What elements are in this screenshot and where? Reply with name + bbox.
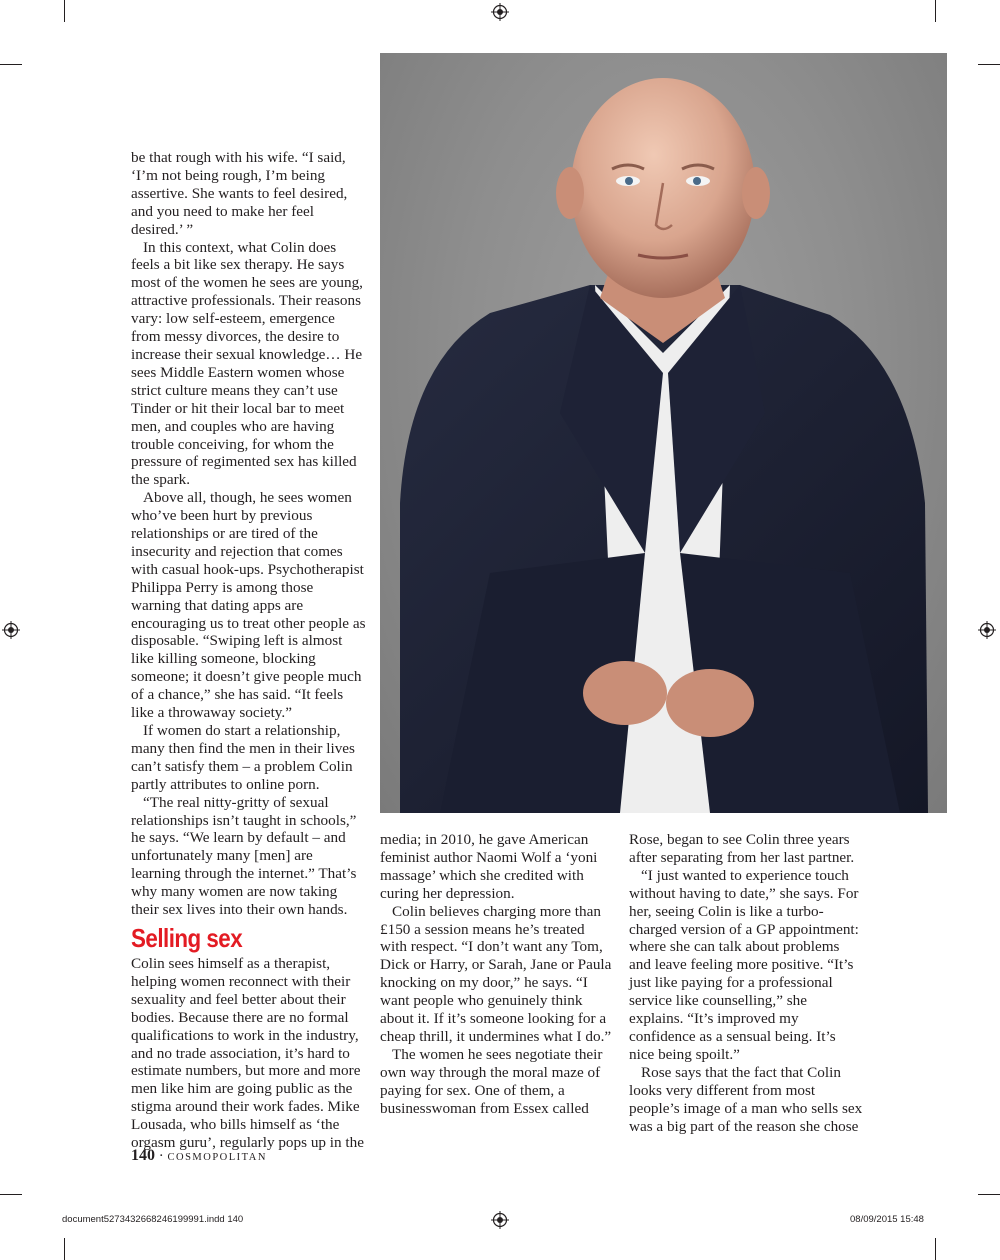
portrait-photo bbox=[380, 53, 947, 813]
body-paragraph: be that rough with his wife. “I said, ‘I’m not being rough, I’m being assertive. She wants to feel desired, and you need to make her feel desired.’ ” bbox=[131, 149, 348, 238]
body-paragraph: Rose says that the fact that Colin looks very different from most people’s image of a man who sells sex was a big part of the reason she chose bbox=[629, 1063, 863, 1135]
page-folio bbox=[131, 1147, 267, 1165]
section-subhead: Selling sex bbox=[131, 922, 243, 953]
registration-mark-icon bbox=[978, 621, 996, 639]
article-column-left bbox=[131, 149, 366, 1152]
body-paragraph: Colin believes charging more than £150 a session means he’s treated with respect. “I don’t want any Tom, Dick or Harry, or Sarah, Jane or Paula knocking on my door,” he says. “I want people who genuinely think about it. If it’s someone looking for a cheap thrill, it undermines what I do.” bbox=[380, 902, 612, 1045]
folio-separator: · bbox=[158, 1148, 164, 1164]
magazine-name: COSMOPOLITAN bbox=[167, 1152, 267, 1163]
page-number: 140 bbox=[131, 1147, 155, 1164]
crop-mark bbox=[0, 1194, 22, 1195]
body-paragraph: “The real nitty-gritty of sexual relationships isn’t taught in schools,” he says. “We learn by default – and unfortunately many [men] are learning through the internet.” That’s why many women are now taking their sex lives into their own hands. bbox=[131, 793, 357, 919]
slug-timestamp: 08/09/2015 15:48 bbox=[850, 1214, 924, 1225]
body-paragraph: media; in 2010, he gave American feminist author Naomi Wolf a ‘yoni massage’ which she credited with curing her depression. bbox=[380, 831, 598, 902]
body-paragraph: Rose, began to see Colin three years after separating from her last partner. bbox=[629, 831, 855, 866]
body-paragraph: “I just wanted to experience touch without having to date,” she says. For her, seeing Colin is like a turbo-charged version of a GP appointment: where she can talk about problems and leave feeling more positive. “It’s just like paying for a professional service like counselling,” she explains. “It’s improved my confidence as a sensual being. It’s nice being spoilt.” bbox=[629, 866, 859, 1063]
crop-mark bbox=[935, 1238, 936, 1260]
body-paragraph: In this context, what Colin does feels a bit like sex therapy. He says most of the women he sees are young, attractive professionals. Their reasons vary: low self-esteem, emergence from messy divorces, the desire to increase their sexual knowledge… He sees Middle Eastern women whose strict culture means they can’t use Tinder or hit their local bar to meet men, and couples who are having trouble conceiving, for whom the pressure of regimented sex has killed the spark. bbox=[131, 238, 363, 489]
article-column-right bbox=[629, 831, 864, 1135]
crop-mark bbox=[0, 64, 22, 65]
registration-mark-icon bbox=[491, 3, 509, 21]
registration-mark-icon bbox=[2, 621, 20, 639]
crop-mark bbox=[935, 0, 936, 22]
article-column-middle bbox=[380, 831, 615, 1118]
body-paragraph: Above all, though, he sees women who’ve been hurt by previous relationships or are tired of the insecurity and rejection that comes with casual hook-ups. Psychotherapist Philippa Perry is among those warning that dating apps are encouraging us to treat other people as disposable. “Swiping left is almost like killing someone, blocking someone; it doesn’t give people much of a chance,” she has said. “It feels like a throwaway society.” bbox=[131, 489, 366, 722]
body-paragraph: Colin sees himself as a therapist, helping women reconnect with their sexuality and feel better about their bodies. Because there are no formal qualifications to work in the industry, and no trade association, it’s hard to estimate numbers, but more and more men like him are going public as the stigma around their work fades. Mike Lousada, who bills himself as ‘the orgasm guru’, regularly pops up in the bbox=[131, 954, 364, 1152]
body-paragraph: The women he sees negotiate their own way through the moral maze of paying for sex. One of them, a businesswoman from Essex called bbox=[380, 1045, 603, 1117]
registration-mark-icon bbox=[491, 1211, 509, 1229]
crop-mark bbox=[978, 1194, 1000, 1195]
crop-mark bbox=[64, 0, 65, 22]
portrait-illustration bbox=[380, 53, 947, 813]
body-paragraph: If women do start a relationship, many then find the men in their lives can’t satisfy them – a problem Colin partly attributes to online porn. bbox=[131, 722, 355, 793]
crop-mark bbox=[978, 64, 1000, 65]
slug-filename: document5273432668246199991.indd 140 bbox=[62, 1214, 244, 1225]
crop-mark bbox=[64, 1238, 65, 1260]
